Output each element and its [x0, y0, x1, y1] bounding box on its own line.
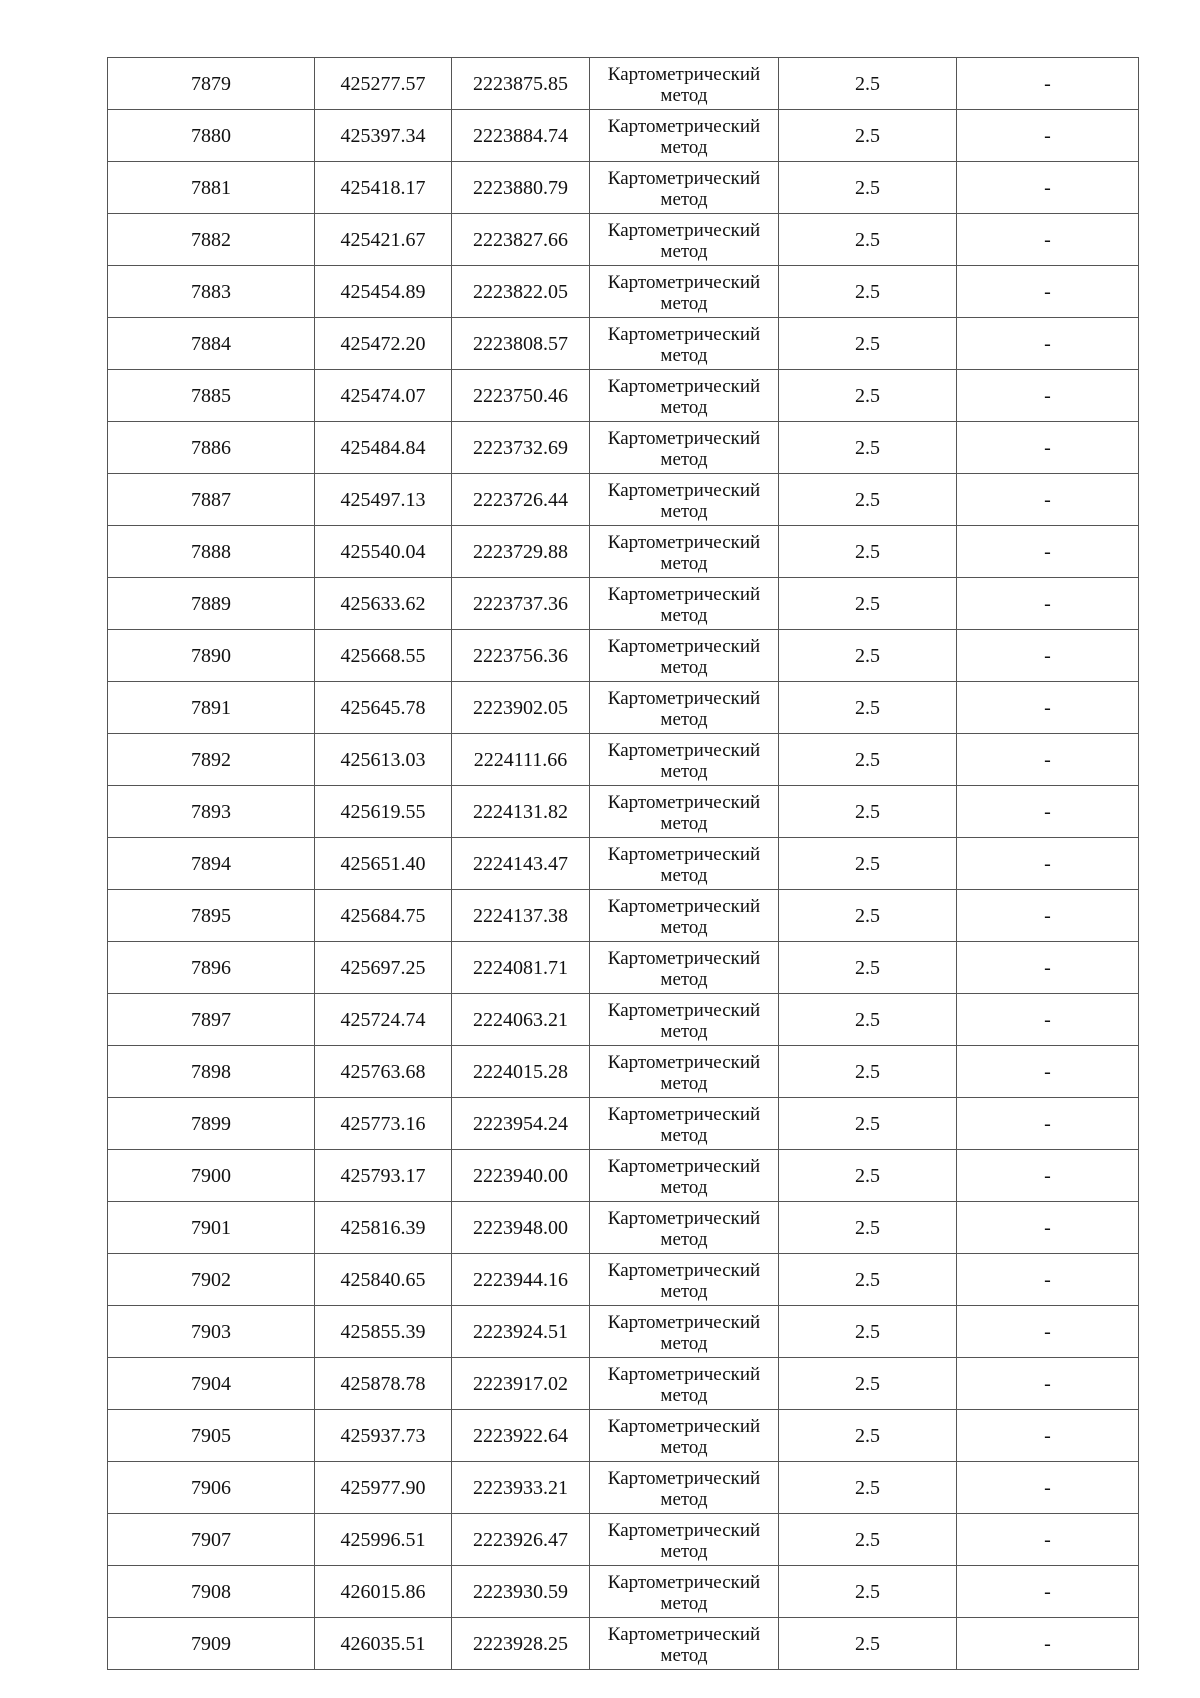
point-number-cell: 7885 — [108, 370, 315, 422]
point-number-cell: 7901 — [108, 1202, 315, 1254]
method-cell: Картометрический метод — [590, 1098, 779, 1150]
x-coordinate-cell: 425540.04 — [315, 526, 452, 578]
x-coordinate-cell: 425793.17 — [315, 1150, 452, 1202]
accuracy-cell: 2.5 — [779, 734, 957, 786]
table-row — [108, 994, 1139, 1046]
table-row — [108, 1202, 1139, 1254]
point-number-cell: 7903 — [108, 1306, 315, 1358]
table-row — [108, 370, 1139, 422]
y-coordinate-cell: 2223928.25 — [452, 1618, 590, 1670]
x-coordinate-cell: 425855.39 — [315, 1306, 452, 1358]
table-row — [108, 1618, 1139, 1670]
accuracy-cell: 2.5 — [779, 838, 957, 890]
y-coordinate-cell: 2223926.47 — [452, 1514, 590, 1566]
x-coordinate-cell: 425668.55 — [315, 630, 452, 682]
y-coordinate-cell: 2224081.71 — [452, 942, 590, 994]
point-number-cell: 7900 — [108, 1150, 315, 1202]
accuracy-cell: 2.5 — [779, 1618, 957, 1670]
note-cell: - — [957, 214, 1139, 266]
note-cell: - — [957, 942, 1139, 994]
point-number-cell: 7889 — [108, 578, 315, 630]
table-row — [108, 942, 1139, 994]
note-cell: - — [957, 370, 1139, 422]
note-cell: - — [957, 1514, 1139, 1566]
method-cell: Картометрический метод — [590, 58, 779, 110]
x-coordinate-cell: 425684.75 — [315, 890, 452, 942]
x-coordinate-cell: 425773.16 — [315, 1098, 452, 1150]
note-cell: - — [957, 786, 1139, 838]
y-coordinate-cell: 2223933.21 — [452, 1462, 590, 1514]
accuracy-cell: 2.5 — [779, 110, 957, 162]
table-row — [108, 1046, 1139, 1098]
accuracy-cell: 2.5 — [779, 682, 957, 734]
point-number-cell: 7907 — [108, 1514, 315, 1566]
note-cell: - — [957, 994, 1139, 1046]
note-cell: - — [957, 1150, 1139, 1202]
accuracy-cell: 2.5 — [779, 1254, 957, 1306]
y-coordinate-cell: 2224111.66 — [452, 734, 590, 786]
note-cell: - — [957, 1202, 1139, 1254]
note-cell: - — [957, 1618, 1139, 1670]
accuracy-cell: 2.5 — [779, 1462, 957, 1514]
table-row — [108, 1462, 1139, 1514]
y-coordinate-cell: 2223756.36 — [452, 630, 590, 682]
y-coordinate-cell: 2224137.38 — [452, 890, 590, 942]
x-coordinate-cell: 425996.51 — [315, 1514, 452, 1566]
x-coordinate-cell: 425484.84 — [315, 422, 452, 474]
point-number-cell: 7892 — [108, 734, 315, 786]
x-coordinate-cell: 425474.07 — [315, 370, 452, 422]
table-row — [108, 526, 1139, 578]
x-coordinate-cell: 425645.78 — [315, 682, 452, 734]
table-row — [108, 1514, 1139, 1566]
accuracy-cell: 2.5 — [779, 1358, 957, 1410]
point-number-cell: 7888 — [108, 526, 315, 578]
note-cell: - — [957, 682, 1139, 734]
y-coordinate-cell: 2224143.47 — [452, 838, 590, 890]
y-coordinate-cell: 2223827.66 — [452, 214, 590, 266]
point-number-cell: 7887 — [108, 474, 315, 526]
point-number-cell: 7890 — [108, 630, 315, 682]
accuracy-cell: 2.5 — [779, 1046, 957, 1098]
table-row — [108, 214, 1139, 266]
note-cell: - — [957, 162, 1139, 214]
table-row — [108, 266, 1139, 318]
note-cell: - — [957, 890, 1139, 942]
table-row — [108, 1410, 1139, 1462]
y-coordinate-cell: 2223944.16 — [452, 1254, 590, 1306]
note-cell: - — [957, 422, 1139, 474]
table-row — [108, 1254, 1139, 1306]
y-coordinate-cell: 2223940.00 — [452, 1150, 590, 1202]
x-coordinate-cell: 425816.39 — [315, 1202, 452, 1254]
x-coordinate-cell: 425633.62 — [315, 578, 452, 630]
accuracy-cell: 2.5 — [779, 942, 957, 994]
method-cell: Картометрический метод — [590, 318, 779, 370]
table-row — [108, 1358, 1139, 1410]
accuracy-cell: 2.5 — [779, 994, 957, 1046]
y-coordinate-cell: 2223948.00 — [452, 1202, 590, 1254]
point-number-cell: 7880 — [108, 110, 315, 162]
x-coordinate-cell: 425613.03 — [315, 734, 452, 786]
coordinates-table — [107, 57, 1139, 1670]
y-coordinate-cell: 2223954.24 — [452, 1098, 590, 1150]
accuracy-cell: 2.5 — [779, 786, 957, 838]
y-coordinate-cell: 2223750.46 — [452, 370, 590, 422]
accuracy-cell: 2.5 — [779, 890, 957, 942]
method-cell: Картометрический метод — [590, 1306, 779, 1358]
table-row — [108, 1150, 1139, 1202]
table-row — [108, 318, 1139, 370]
accuracy-cell: 2.5 — [779, 162, 957, 214]
point-number-cell: 7909 — [108, 1618, 315, 1670]
y-coordinate-cell: 2224063.21 — [452, 994, 590, 1046]
x-coordinate-cell: 425277.57 — [315, 58, 452, 110]
y-coordinate-cell: 2223922.64 — [452, 1410, 590, 1462]
x-coordinate-cell: 426015.86 — [315, 1566, 452, 1618]
y-coordinate-cell: 2223875.85 — [452, 58, 590, 110]
table-row — [108, 110, 1139, 162]
x-coordinate-cell: 425397.34 — [315, 110, 452, 162]
method-cell: Картометрический метод — [590, 370, 779, 422]
accuracy-cell: 2.5 — [779, 1202, 957, 1254]
table-row — [108, 630, 1139, 682]
x-coordinate-cell: 425763.68 — [315, 1046, 452, 1098]
point-number-cell: 7881 — [108, 162, 315, 214]
point-number-cell: 7884 — [108, 318, 315, 370]
table-row — [108, 734, 1139, 786]
y-coordinate-cell: 2224015.28 — [452, 1046, 590, 1098]
method-cell: Картометрический метод — [590, 838, 779, 890]
x-coordinate-cell: 425651.40 — [315, 838, 452, 890]
note-cell: - — [957, 1254, 1139, 1306]
method-cell: Картометрический метод — [590, 474, 779, 526]
point-number-cell: 7897 — [108, 994, 315, 1046]
x-coordinate-cell: 425619.55 — [315, 786, 452, 838]
note-cell: - — [957, 1098, 1139, 1150]
method-cell: Картометрический метод — [590, 162, 779, 214]
x-coordinate-cell: 425472.20 — [315, 318, 452, 370]
point-number-cell: 7891 — [108, 682, 315, 734]
y-coordinate-cell: 2223737.36 — [452, 578, 590, 630]
point-number-cell: 7904 — [108, 1358, 315, 1410]
note-cell: - — [957, 526, 1139, 578]
method-cell: Картометрический метод — [590, 1150, 779, 1202]
point-number-cell: 7895 — [108, 890, 315, 942]
method-cell: Картометрический метод — [590, 578, 779, 630]
table-row — [108, 1566, 1139, 1618]
accuracy-cell: 2.5 — [779, 1306, 957, 1358]
method-cell: Картометрический метод — [590, 1254, 779, 1306]
table-row — [108, 890, 1139, 942]
method-cell: Картометрический метод — [590, 994, 779, 1046]
point-number-cell: 7908 — [108, 1566, 315, 1618]
point-number-cell: 7894 — [108, 838, 315, 890]
method-cell: Картометрический метод — [590, 1046, 779, 1098]
method-cell: Картометрический метод — [590, 1618, 779, 1670]
note-cell: - — [957, 1358, 1139, 1410]
coordinates-table-body — [108, 58, 1139, 1670]
x-coordinate-cell: 425418.17 — [315, 162, 452, 214]
y-coordinate-cell: 2223884.74 — [452, 110, 590, 162]
method-cell: Картометрический метод — [590, 630, 779, 682]
point-number-cell: 7883 — [108, 266, 315, 318]
method-cell: Картометрический метод — [590, 110, 779, 162]
point-number-cell: 7902 — [108, 1254, 315, 1306]
method-cell: Картометрический метод — [590, 1514, 779, 1566]
method-cell: Картометрический метод — [590, 734, 779, 786]
point-number-cell: 7882 — [108, 214, 315, 266]
method-cell: Картометрический метод — [590, 1358, 779, 1410]
table-row — [108, 1306, 1139, 1358]
method-cell: Картометрический метод — [590, 266, 779, 318]
note-cell: - — [957, 734, 1139, 786]
x-coordinate-cell: 426035.51 — [315, 1618, 452, 1670]
note-cell: - — [957, 1462, 1139, 1514]
y-coordinate-cell: 2224131.82 — [452, 786, 590, 838]
y-coordinate-cell: 2223729.88 — [452, 526, 590, 578]
accuracy-cell: 2.5 — [779, 370, 957, 422]
note-cell: - — [957, 110, 1139, 162]
accuracy-cell: 2.5 — [779, 526, 957, 578]
x-coordinate-cell: 425840.65 — [315, 1254, 452, 1306]
note-cell: - — [957, 1566, 1139, 1618]
x-coordinate-cell: 425937.73 — [315, 1410, 452, 1462]
y-coordinate-cell: 2223726.44 — [452, 474, 590, 526]
table-row — [108, 578, 1139, 630]
table-row — [108, 58, 1139, 110]
method-cell: Картометрический метод — [590, 1566, 779, 1618]
x-coordinate-cell: 425421.67 — [315, 214, 452, 266]
table-row — [108, 786, 1139, 838]
y-coordinate-cell: 2223732.69 — [452, 422, 590, 474]
note-cell: - — [957, 266, 1139, 318]
accuracy-cell: 2.5 — [779, 578, 957, 630]
point-number-cell: 7893 — [108, 786, 315, 838]
accuracy-cell: 2.5 — [779, 1410, 957, 1462]
y-coordinate-cell: 2223930.59 — [452, 1566, 590, 1618]
note-cell: - — [957, 1046, 1139, 1098]
note-cell: - — [957, 58, 1139, 110]
accuracy-cell: 2.5 — [779, 1150, 957, 1202]
y-coordinate-cell: 2223917.02 — [452, 1358, 590, 1410]
point-number-cell: 7898 — [108, 1046, 315, 1098]
note-cell: - — [957, 630, 1139, 682]
table-row — [108, 682, 1139, 734]
accuracy-cell: 2.5 — [779, 1098, 957, 1150]
point-number-cell: 7906 — [108, 1462, 315, 1514]
method-cell: Картометрический метод — [590, 1202, 779, 1254]
point-number-cell: 7896 — [108, 942, 315, 994]
point-number-cell: 7905 — [108, 1410, 315, 1462]
accuracy-cell: 2.5 — [779, 1514, 957, 1566]
method-cell: Картометрический метод — [590, 1462, 779, 1514]
x-coordinate-cell: 425724.74 — [315, 994, 452, 1046]
method-cell: Картометрический метод — [590, 1410, 779, 1462]
y-coordinate-cell: 2223880.79 — [452, 162, 590, 214]
table-row — [108, 474, 1139, 526]
table-row — [108, 1098, 1139, 1150]
table-row — [108, 162, 1139, 214]
method-cell: Картометрический метод — [590, 422, 779, 474]
method-cell: Картометрический метод — [590, 214, 779, 266]
accuracy-cell: 2.5 — [779, 58, 957, 110]
note-cell: - — [957, 838, 1139, 890]
note-cell: - — [957, 1410, 1139, 1462]
x-coordinate-cell: 425697.25 — [315, 942, 452, 994]
accuracy-cell: 2.5 — [779, 1566, 957, 1618]
method-cell: Картометрический метод — [590, 890, 779, 942]
note-cell: - — [957, 318, 1139, 370]
x-coordinate-cell: 425977.90 — [315, 1462, 452, 1514]
table-row — [108, 838, 1139, 890]
accuracy-cell: 2.5 — [779, 266, 957, 318]
note-cell: - — [957, 1306, 1139, 1358]
method-cell: Картометрический метод — [590, 682, 779, 734]
table-row — [108, 422, 1139, 474]
note-cell: - — [957, 474, 1139, 526]
point-number-cell: 7879 — [108, 58, 315, 110]
x-coordinate-cell: 425497.13 — [315, 474, 452, 526]
accuracy-cell: 2.5 — [779, 214, 957, 266]
x-coordinate-cell: 425878.78 — [315, 1358, 452, 1410]
method-cell: Картометрический метод — [590, 942, 779, 994]
method-cell: Картометрический метод — [590, 526, 779, 578]
accuracy-cell: 2.5 — [779, 318, 957, 370]
point-number-cell: 7886 — [108, 422, 315, 474]
accuracy-cell: 2.5 — [779, 422, 957, 474]
method-cell: Картометрический метод — [590, 786, 779, 838]
point-number-cell: 7899 — [108, 1098, 315, 1150]
accuracy-cell: 2.5 — [779, 630, 957, 682]
note-cell: - — [957, 578, 1139, 630]
y-coordinate-cell: 2223924.51 — [452, 1306, 590, 1358]
x-coordinate-cell: 425454.89 — [315, 266, 452, 318]
y-coordinate-cell: 2223902.05 — [452, 682, 590, 734]
y-coordinate-cell: 2223808.57 — [452, 318, 590, 370]
y-coordinate-cell: 2223822.05 — [452, 266, 590, 318]
accuracy-cell: 2.5 — [779, 474, 957, 526]
